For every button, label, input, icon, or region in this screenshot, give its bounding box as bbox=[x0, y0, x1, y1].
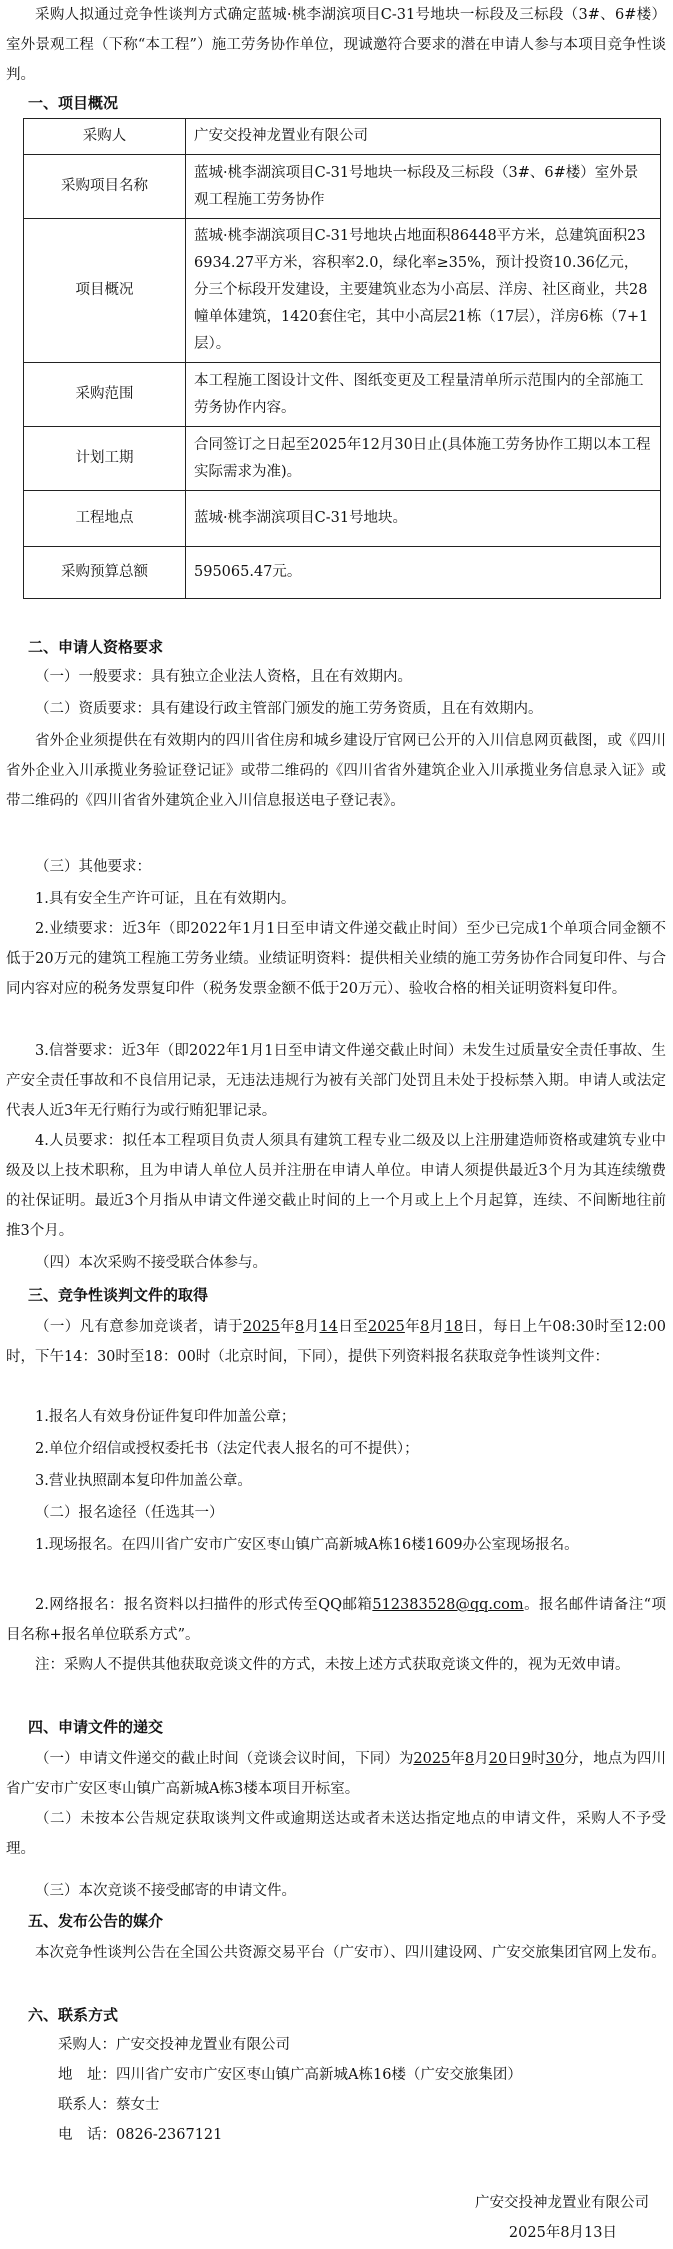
deadline-month: 8 bbox=[464, 1751, 475, 1767]
table-row bbox=[24, 427, 661, 491]
day-unit: 日至 bbox=[337, 1319, 368, 1335]
requirement-safety: 1.具有安全生产许可证，且在有效期内。 bbox=[35, 891, 296, 907]
deadline-minute: 30 bbox=[545, 1751, 565, 1767]
deadline-hour: 9 bbox=[521, 1751, 532, 1767]
material-item-3: 3.营业执照副本复印件加盖公章。 bbox=[35, 1473, 252, 1489]
onsite-registration: 1.现场报名。在四川省广安市广安区枣山镇广高新城A栋16楼1609办公室现场报名。 bbox=[35, 1537, 579, 1553]
online-remark: 。报名邮件请备注“项目名称+报名单位联系方式”。 bbox=[6, 1597, 666, 1643]
end-day: 18 bbox=[444, 1319, 463, 1335]
row-label-budget: 采购预算总额 bbox=[24, 547, 186, 599]
row-value-scope: 本工程施工图设计文件、图纸变更及工程量清单所示范围内的全部施工劳务协作内容。 bbox=[186, 363, 661, 427]
general-requirement: （一）一般要求：具有独立企业法人资格，且在有效期内。 bbox=[35, 669, 412, 685]
deadline-location: 分，地点为四川省广安市广安区枣山镇广高新城A栋3楼本项目开标室。 bbox=[6, 1751, 667, 1797]
deadline-day: 20 bbox=[488, 1751, 508, 1767]
contact-person: 联系人：蔡女士 bbox=[58, 2097, 160, 2113]
row-value-overview: 蓝城·桃李湖滨项目C-31号地块占地面积86448平方米，总建筑面积236934.27平方米，容积率2.0，绿化率≥35%，预计投资10.36亿元，分三个标段开发建设，主要建筑业态为小高层、洋房、社区商业，共28幢单体建筑，1420套住宅，其中小高层21栋（17层），洋房6栋（7+1层）。 bbox=[186, 219, 661, 363]
table-row bbox=[24, 219, 661, 363]
row-value-schedule: 合同签订之日起至2025年12月30日止(具体施工劳务协作工期以本工程实际需求为准)。 bbox=[186, 427, 661, 491]
table-row bbox=[24, 119, 661, 155]
contact-purchaser: 采购人：广安交投神龙置业有限公司 bbox=[58, 2037, 290, 2053]
project-overview-table bbox=[23, 118, 661, 599]
contact-address: 地 址：四川省广安市广安区枣山镇广高新城A栋16楼（广安交旅集团） bbox=[58, 2067, 522, 2083]
row-label-location: 工程地点 bbox=[24, 491, 186, 547]
time-intro: （一）凡有意参加竞谈者，请于 bbox=[35, 1319, 243, 1335]
online-registration bbox=[6, 1590, 666, 1650]
table-row bbox=[24, 491, 661, 547]
registration-route-title: （二）报名途径（任选其一） bbox=[35, 1505, 224, 1521]
document-acquisition-time bbox=[6, 1312, 666, 1372]
start-day: 14 bbox=[319, 1319, 338, 1335]
no-mail-note: （三）本次竞谈不接受邮寄的申请文件。 bbox=[35, 1883, 296, 1899]
material-item-2: 2.单位介绍信或授权委托书（法定代表人报名的可不提供）； bbox=[35, 1441, 419, 1457]
row-value-location: 蓝城·桃李湖滨项目C-31号地块。 bbox=[186, 491, 661, 547]
section5-title: 五、发布公告的媒介 bbox=[28, 1912, 164, 1930]
contact-phone: 电 话：0826-2367121 bbox=[58, 2127, 223, 2143]
row-label-schedule: 计划工期 bbox=[24, 427, 186, 491]
row-value-budget: 595065.47元。 bbox=[186, 547, 661, 599]
signature-date: 2025年8月13日 bbox=[508, 2225, 617, 2241]
table-row bbox=[24, 363, 661, 427]
section2-title: 二、申请人资格要求 bbox=[28, 638, 164, 656]
row-label-scope: 采购范围 bbox=[24, 363, 186, 427]
table-row bbox=[24, 155, 661, 219]
publishing-media: 本次竞争性谈判公告在全国公共资源交易平台（广安市）、四川建设网、广安交旅集团官网上发布。 bbox=[35, 1945, 666, 1961]
email-link[interactable]: 512383528@qq.com bbox=[372, 1597, 524, 1613]
row-value-project-name: 蓝城·桃李湖滨项目C-31号地块一标段及三标段（3#、6#楼）室外景观工程施工劳务协作 bbox=[186, 155, 661, 219]
other-requirements-title: （三）其他要求： bbox=[35, 859, 151, 875]
year-unit: 年 bbox=[279, 1319, 296, 1335]
deadline-intro: （一）申请文件递交的截止时间（竞谈会议时间，下同）为 bbox=[35, 1751, 414, 1767]
consortium-note: （四）本次采购不接受联合体参与。 bbox=[35, 1255, 267, 1271]
material-item-1: 1.报名人有效身份证件复印件加盖公章； bbox=[35, 1409, 296, 1425]
signature-company: 广安交投神龙置业有限公司 bbox=[475, 2195, 649, 2211]
acquisition-note: 注：采购人不提供其他获取竞谈文件的方式，未按上述方式获取竞谈文件的，视为无效申请。 bbox=[35, 1657, 630, 1673]
online-intro: 2.网络报名：报名资料以扫描件的形式传至QQ邮箱 bbox=[35, 1597, 373, 1613]
start-month: 8 bbox=[295, 1319, 305, 1335]
qualification-requirement: （二）资质要求：具有建设行政主管部门颁发的施工劳务资质，且在有效期内。 bbox=[35, 701, 543, 717]
end-month: 8 bbox=[420, 1319, 430, 1335]
month-unit: 月 bbox=[429, 1319, 445, 1335]
row-label-overview: 项目概况 bbox=[24, 219, 186, 363]
month-unit: 月 bbox=[304, 1319, 320, 1335]
requirement-performance: 2.业绩要求：近3年（即2022年1月1日至申请文件递交截止时间）至少已完成1个单项合同金额不低于20万元的建筑工程施工劳务业绩。业绩证明资料：提供相关业绩的施工劳务协作合同复印件、与合同内容对应的税务发票复印件（税务发票金额不低于20万元）、验收合格的相关证明资料复印件。 bbox=[6, 921, 666, 997]
deadline-year: 2025 bbox=[413, 1751, 451, 1767]
start-year: 2025 bbox=[242, 1319, 280, 1335]
end-year: 2025 bbox=[367, 1319, 405, 1335]
section3-title: 三、竞争性谈判文件的取得 bbox=[28, 1286, 209, 1304]
section4-title: 四、申请文件的递交 bbox=[28, 1718, 164, 1736]
row-label-project-name: 采购项目名称 bbox=[24, 155, 186, 219]
late-submission-note: （二）未按本公告规定获取谈判文件或逾期送达或者未送达指定地点的申请文件，采购人不予受理。 bbox=[6, 1811, 666, 1857]
section6-title: 六、联系方式 bbox=[28, 2006, 119, 2024]
year-unit: 年 bbox=[404, 1319, 421, 1335]
intro-paragraph: 采购人拟通过竞争性谈判方式确定蓝城·桃李湖滨项目C-31号地块一标段及三标段（3#、6#楼）室外景观工程（下称“本工程”）施工劳务协作单位，现诚邀符合要求的潜在申请人参与本项目竞争性谈判。 bbox=[6, 7, 666, 83]
row-label-purchaser: 采购人 bbox=[24, 119, 186, 155]
outside-enterprise-note: 省外企业须提供在有效期内的四川省住房和城乡建设厅官网已公开的入川信息网页截图，或《四川省外企业入川承揽业务验证登记证》或带二维码的《四川省省外建筑企业入川承揽业务信息录入证》或带二维码的《四川省省外建筑企业入川信息报送电子登记表》。 bbox=[6, 733, 666, 809]
row-value-purchaser: 广安交投神龙置业有限公司 bbox=[186, 119, 661, 155]
requirement-credit: 3.信誉要求：近3年（即2022年1月1日至申请文件递交截止时间）未发生过质量安全责任事故、生产安全责任事故和不良信用记录，无违法违规行为被有关部门处罚且未处于投标禁入期。申请人或法定代表人近3年无行贿行为或行贿犯罪记录。 bbox=[6, 1043, 666, 1119]
time-details: 日，每日上午08:30时至12:00时，下午14：30时至18：00时（北京时间，下同），提供下列资料报名获取竞争性谈判文件： bbox=[6, 1319, 667, 1365]
section1-title: 一、项目概况 bbox=[28, 94, 119, 112]
requirement-personnel: 4.人员要求：拟任本工程项目负责人须具有建筑工程专业二级及以上注册建造师资格或建筑专业中级及以上技术职称，且为申请人单位人员并注册在申请人单位。申请人须提供最近3个月为其连续缴费的社保证明。最近3个月指从申请文件递交截止时间的上一个月或上上个月起算，连续、不间断地往前推3个月。 bbox=[6, 1133, 666, 1239]
table-row bbox=[24, 547, 661, 599]
submission-deadline: （一）申请文件递交的截止时间（竞谈会议时间，下同）为2025年8月20日9时30分，地点为四川省广安市广安区枣山镇广高新城A栋3楼本项目开标室。 bbox=[6, 1751, 667, 1797]
